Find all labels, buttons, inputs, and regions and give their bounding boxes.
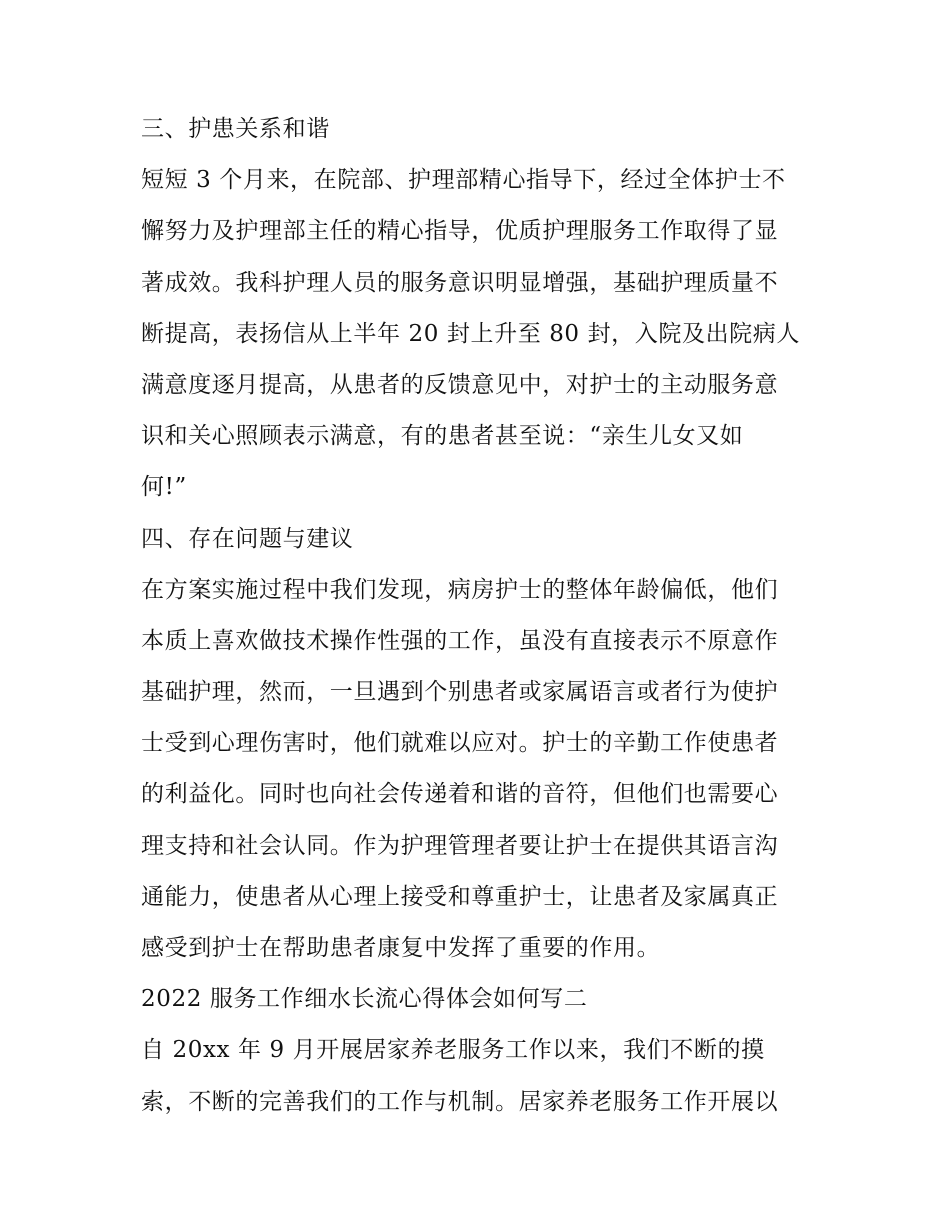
section-heading: 三、护患关系和谐 [141, 116, 330, 142]
paragraph-line: 理支持和社会认同。作为护理管理者要让护士在提供其语言沟 [141, 832, 779, 859]
paragraph-line: 本质上喜欢做技术操作性强的工作，虽没有直接表示不原意作 [141, 627, 779, 654]
paragraph-line: 短短 3 个月来，在院部、护理部精心指导下，经过全体护士不 [141, 167, 786, 194]
article-title: 2022 服务工作细水长流心得体会如何写二 [141, 986, 588, 1013]
paragraph-line: 在方案实施过程中我们发现，病房护士的整体年龄偏低，他们 [141, 576, 779, 603]
document-body [141, 104, 821, 1128]
paragraph-line: 著成效。我科护理人员的服务意识明显增强，基础护理质量不 [141, 269, 779, 296]
paragraph-line: 士受到心理伤害时，他们就难以应对。护士的辛勤工作使患者 [141, 730, 779, 757]
paragraph-line: 何!” [141, 474, 187, 501]
paragraph-line: 自 20xx 年 9 月开展居家养老服务工作以来，我们不断的摸 [141, 1037, 765, 1064]
section-heading: 四、存在问题与建议 [141, 525, 354, 552]
paragraph-line: 基础护理，然而，一旦遇到个别患者或家属语言或者行为使护 [141, 679, 779, 706]
paragraph-line: 懈努力及护理部主任的精心指导，优质护理服务工作取得了显 [141, 218, 779, 245]
paragraph-line: 识和关心照顾表示满意，有的患者甚至说：“亲生儿女又如 [141, 423, 744, 450]
paragraph-line: 的利益化。同时也向社会传递着和谐的音符，但他们也需要心 [141, 781, 779, 808]
paragraph-line: 断提高，表扬信从上半年 20 封上升至 80 封，入院及出院病人 [141, 320, 800, 347]
paragraph-line: 通能力，使患者从心理上接受和尊重护士，让患者及家属真正 [141, 883, 779, 910]
paragraph-line: 索，不断的完善我们的工作与机制。居家养老服务工作开展以 [141, 1088, 779, 1115]
paragraph-line: 满意度逐月提高，从患者的反馈意见中，对护士的主动服务意 [141, 371, 779, 398]
paragraph-line: 感受到护士在帮助患者康复中发挥了重要的作用。 [141, 935, 661, 961]
